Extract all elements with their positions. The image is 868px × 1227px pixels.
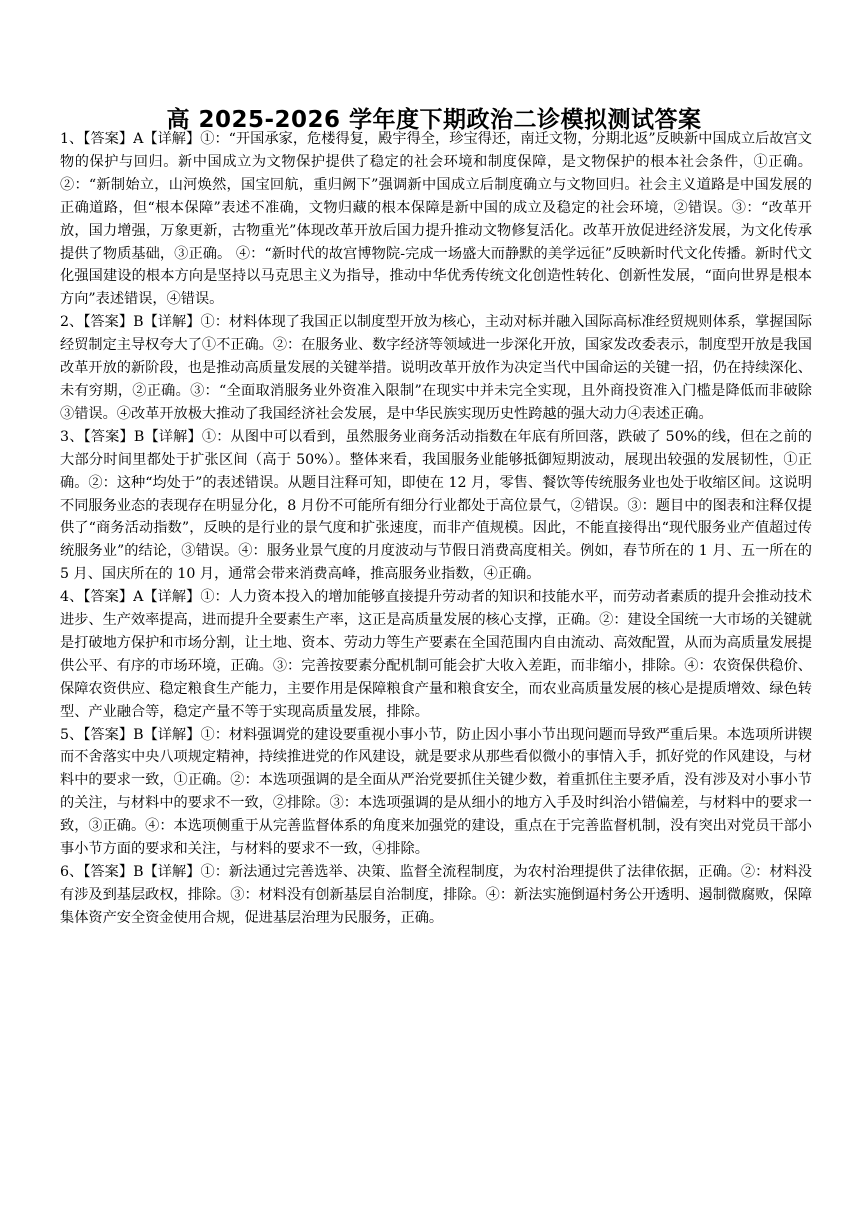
answer-item-6 [60,861,812,930]
detail-tag: 【详解】 [143,726,201,743]
answer-key: B [133,314,144,331]
answer-key: B [133,726,144,743]
answer-explanation: ①：“开国承家，危楼得复，殿宇得全，珍宝得还，南迁文物，分期北返”反映新中国成立后故宫文物的保护与回归。新中国成立为文物保护提供了稳定的社会环境和制度保障，是文物保护的根本社会条件，①正确。②：“新制始立，山河焕然，国宝回航，重归阙下”强调新中国成立后制度确立与文物回归。社会主义道路是中国发展的正确道路，但“根本保障”表述不准确，文物归藏的根本保障是新中国的成立及稳定的社会环境，②错误。③：“改革开放，国力增强，万象更新，古物重光”体现改革开放后国力提升推动文物修复活化。改革开放促进经济发展，为文化传承提供了物质基础，③正确。 ④：“新时代的故宫博物院-完成一场盛大而静默的美学远征”反映新时代文化传播。新时代文化强国建设的根本方向是坚持以马克思主义为指导，推动中华优秀传统文化创造性转化、创新性发展，“面向世界是根本方向”表述错误，④错误。 [60,131,812,308]
detail-tag: 【详解】 [144,428,202,445]
detail-tag: 【详解】 [143,864,201,880]
answer-item-1 [60,128,812,311]
answer-tag: 【答案】 [83,864,134,880]
answer-tag: 【答案】 [83,314,134,331]
answer-explanation: ①：新法通过完善选举、决策、监督全流程制度，为农村治理提供了法律依据，正确。②：材料没有涉及到基层政权，排除。③：材料没有创新基层自治制度，排除。④：新法实施倒逼村务公开透明、遏制微腐败，保障集体资产安全资金使用合规，促进基层治理为民服务，正确。 [60,864,812,926]
answer-tag: 【答案】 [83,428,134,445]
answer-explanation: ①：从图中可以看到，虽然服务业商务活动指数在年底有所回落，跌破了 50%的线，但在之前的大部分时间里都处于扩张区间（高于 50%）。整体来看，我国服务业能够抵御短期波动，展现出较强的发展韧性，①正确。②：这种“均处于”的表述错误。从题目注释可知，即使在 12 月，零售、餐饮等传统服务业也处于收缩区间。这说明不同服务业态的表现存在明显分化，8 月份不可能所有细分行业都处于高位景气，②错误。③：题目中的图表和注释仅提供了“商务活动指数”，反映的是行业的景气度和扩张速度，而非产值规模。因此，不能直接得出“现代服务业产值超过传统服务业”的结论，③错误。④：服务业景气度的月度波动与节假日消费高度相关。例如，春节所在的 1 月、五一所在的 5 月、国庆所在的 10 月，通常会带来消费高峰，推高服务业指数，④正确。 [60,428,812,583]
answer-tag: 【答案】 [83,726,134,743]
detail-tag: 【详解】 [143,314,201,331]
answer-number: 3、 [60,428,84,445]
answer-tag: 【答案】 [83,131,134,147]
answer-tag: 【答案】 [83,589,134,606]
answer-item-4 [60,586,812,723]
answer-key: B [133,428,145,445]
answer-key: A [133,589,144,606]
detail-tag: 【详解】 [143,131,201,147]
answer-item-2 [60,311,812,426]
answer-key: B [133,864,144,880]
answer-number: 6、 [60,864,84,880]
answer-list [60,128,812,930]
answer-explanation: ①：材料体现了我国正以制度型开放为核心，主动对标并融入国际高标准经贸规则体系，掌握国际经贸制定主导权夸大了①不正确。②：在服务业、数字经济等领域进一步深化开放，国家发改委表示，制度型开放是我国改革开放的新阶段，也是推动高质量发展的关键举措。说明改革开放作为决定当代中国命运的关键一招，仍在持续深化、未有穷期，②正确。③：“全面取消服务业外资准入限制”在现实中并未完全实现，且外商投资准入门槛是降低而非破除③错误。④改革开放极大推动了我国经济社会发展，是中华民族实现历史性跨越的强大动力④表述正确。 [60,314,812,422]
answer-item-5 [60,724,812,861]
answer-number: 5、 [60,726,84,743]
answer-explanation: ①：材料强调党的建设要重视小事小节，防止因小事小节出现问题而导致严重后果。本选项所讲锲而不舍落实中央八项规定精神，持续推进党的作风建设，就是要求从那些看似微小的事情入手，抓好党的作风建设，与材料中的要求一致，①正确。②：本选项强调的是全面从严治党要抓住关键少数，着重抓住主要矛盾，没有涉及对小事小节的关注，与材料中的要求不一致，②排除。③：本选项强调的是从细小的地方入手及时纠治小错偏差，与材料中的要求一致，③正确。④：本选项侧重于从完善监督体系的角度来加强党的建设，重点在于完善监督机制，没有突出对党员干部小事小节方面的要求和关注，与材料的要求不一致，④排除。 [60,726,812,858]
detail-tag: 【详解】 [143,589,201,606]
answer-key: A [133,131,144,147]
answer-explanation: ①：人力资本投入的增加能够直接提升劳动者的知识和技能水平，而劳动者素质的提升会推动技术进步、生产效率提高，进而提升全要素生产率，这正是高质量发展的核心支撑，正确。②：建设全国统一大市场的关键就是打破地方保护和市场分割，让土地、资本、劳动力等生产要素在全国范围内自由流动、高效配置，从而为高质量发展提供公平、有序的市场环境，正确。③：完善按要素分配机制可能会扩大收入差距，而非缩小，排除。④：农资保供稳价、保障农资供应、稳定粮食生产能力，主要作用是保障粮食产量和粮食安全，而农业高质量发展的核心是提质增效、绿色转型、产业融合等，稳定产量不等于实现高质量发展，排除。 [60,589,812,720]
answer-number: 1、 [60,131,84,147]
answer-item-3 [60,426,812,586]
answer-number: 4、 [60,589,84,606]
answer-number: 2、 [60,314,84,331]
page-title: 高 2025-2026 学年度下期政治二诊模拟测试答案 [166,107,702,134]
